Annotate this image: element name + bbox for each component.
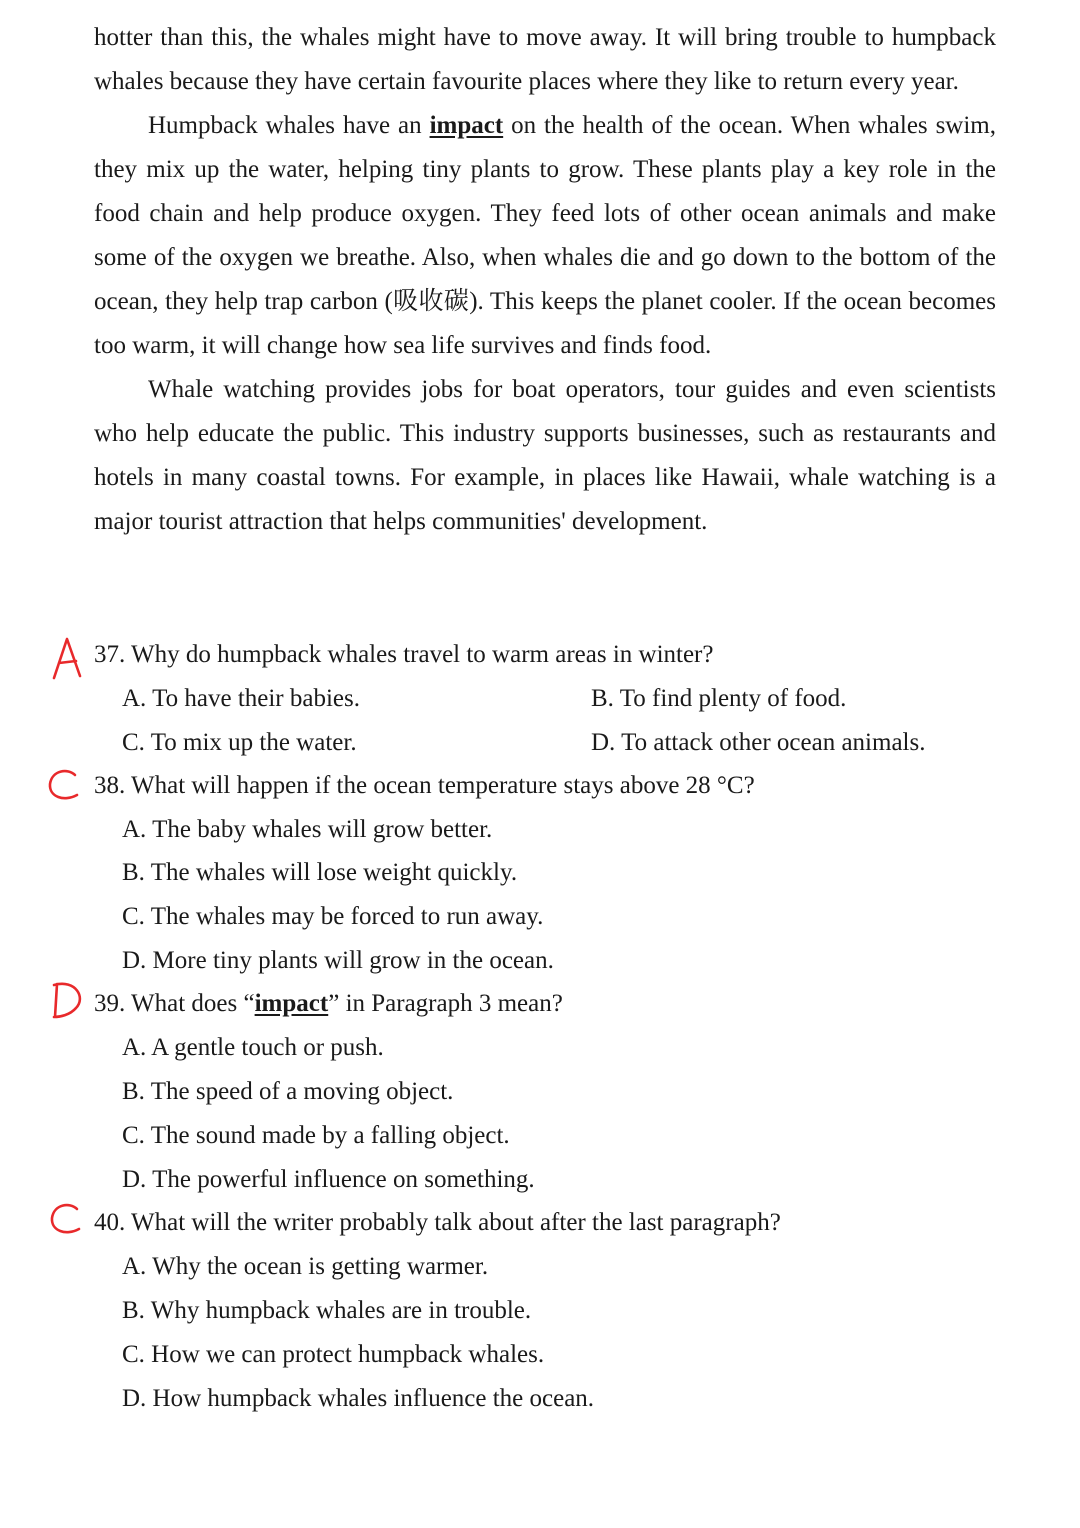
- question-38-stem: 38. What will happen if the ocean temperature stays above 28 °C?: [94, 772, 755, 799]
- question-38-option-d: D. More tiny plants will grow in the ocean.: [122, 947, 554, 974]
- question-37-option-d: D. To attack other ocean animals.: [591, 729, 926, 756]
- handwritten-d-icon: [50, 980, 86, 1020]
- question-39-option-c: C. The sound made by a falling object.: [122, 1122, 510, 1149]
- question-37-option-b: B. To find plenty of food.: [591, 685, 847, 712]
- question-40-option-c: C. How we can protect humpback whales.: [122, 1341, 545, 1368]
- question-39-stem-before: 39. What does “: [94, 990, 255, 1017]
- question-37-stem: 37. Why do humpback whales travel to warm areas in winter?: [94, 641, 714, 668]
- handwritten-c-icon: [48, 1202, 82, 1238]
- question-39-option-a: A. A gentle touch or push.: [122, 1034, 384, 1061]
- question-39-stem: [94, 989, 563, 1019]
- paragraph-3: [94, 104, 996, 368]
- reading-passage: [94, 16, 996, 544]
- handwritten-c-icon: [46, 768, 80, 804]
- handwritten-answer-38: [46, 768, 80, 804]
- question-37-option-c: C. To mix up the water.: [122, 729, 357, 756]
- question-40-option-a: A. Why the ocean is getting warmer.: [122, 1253, 489, 1280]
- handwritten-answer-37: [50, 636, 84, 680]
- paragraph-3-text-before: Humpback whales have an: [148, 112, 430, 139]
- question-40-stem: 40. What will the writer probably talk about after the last paragraph?: [94, 1209, 781, 1236]
- question-38-option-a: A. The baby whales will grow better.: [122, 816, 493, 843]
- question-40-option-b: B. Why humpback whales are in trouble.: [122, 1297, 532, 1324]
- paragraph-2-continued: hotter than this, the whales might have to move away. It will bring trouble to humpback whales because they have certain favourite places where they like to return every year.: [94, 24, 996, 95]
- handwritten-answer-40: [48, 1202, 82, 1238]
- paragraph-4: Whale watching provides jobs for boat operators, tour guides and even scientists who help educate the public. This industry supports businesses, such as restaurants and hotels in many coastal towns. For example, in places like Hawaii, whale watching is a major tourist attraction that helps communities' development.: [94, 376, 996, 535]
- question-39-option-b: B. The speed of a moving object.: [122, 1078, 454, 1105]
- question-39-stem-after: ” in Paragraph 3 mean?: [328, 990, 563, 1017]
- question-39-option-d: D. The powerful influence on something.: [122, 1166, 535, 1193]
- keyword-impact: impact: [429, 112, 504, 139]
- handwritten-answer-39: [50, 980, 86, 1020]
- handwritten-a-icon: [50, 636, 84, 680]
- question-39-keyword-impact: impact: [254, 990, 329, 1017]
- question-37-option-a: A. To have their babies.: [122, 685, 361, 712]
- question-38-option-c: C. The whales may be forced to run away.: [122, 903, 544, 930]
- paragraph-3-text-after: on the health of the ocean. When whales swim, they mix up the water, helping tiny plants to grow. These plants play a key role in the food chain and help produce oxygen. They feed lots of other ocean animals and make some of the oxygen we breathe. Also, when whales die and go down to the bottom of the ocean, they help trap carbon (吸收碳). This keeps the planet cooler. If the ocean becomes too warm, it will change how sea life survives and finds food.: [94, 112, 997, 359]
- question-38-option-b: B. The whales will lose weight quickly.: [122, 859, 518, 886]
- question-40-option-d: D. How humpback whales influence the ocean.: [122, 1385, 595, 1412]
